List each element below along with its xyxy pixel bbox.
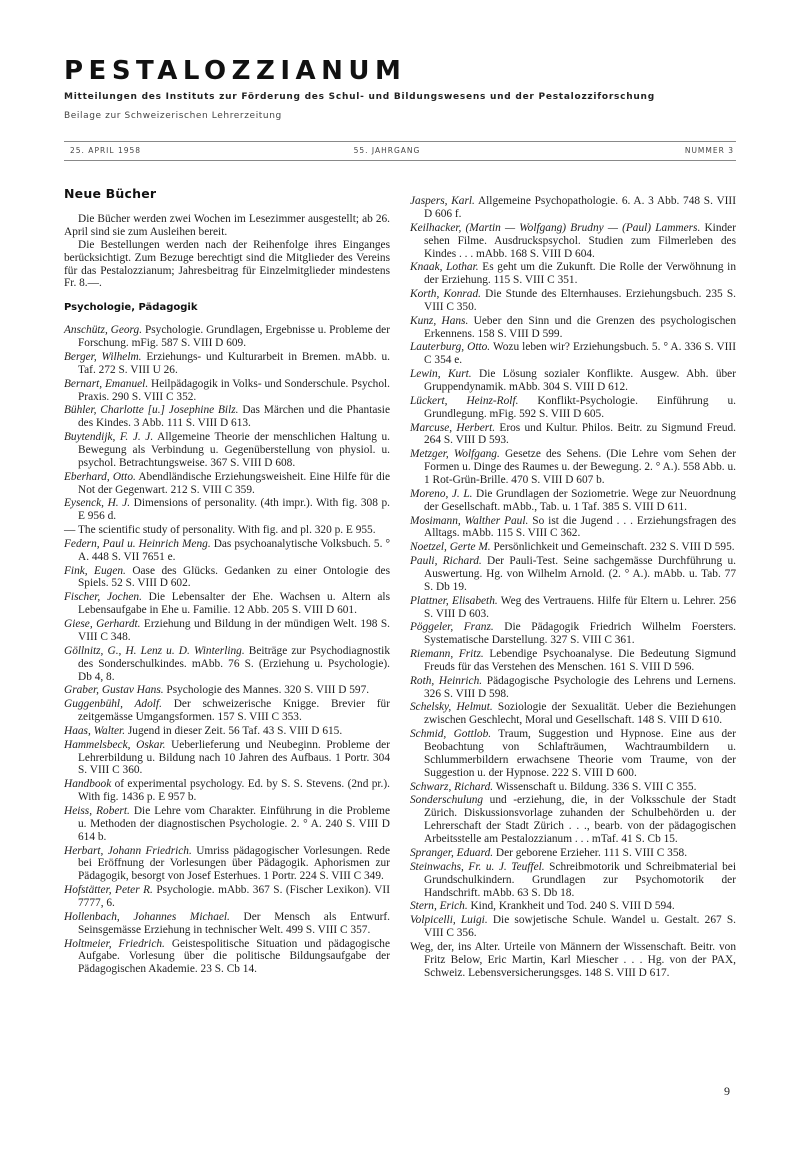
entry-details: Kind, Krankheit und Tod. 240 S. VIII D 594.: [467, 900, 675, 913]
entry-author: Giese, Gerhardt.: [64, 617, 141, 630]
entry-details: Psychologie. Grundlagen, Ergebnisse u. Probleme der Forschung. mFig. 587 S. VIII D 609.: [78, 324, 390, 350]
entry-details: Traum, Suggestion und Hypnose. Eine aus der Beobachtung von Schlafträumen, Wachtraumbildern u. Schlummerbildern erwachsene Theorie vom Traume, von der Suggestion u. der Hypnose. 222 S. VIII D 600.: [424, 728, 736, 779]
intro-paragraph: Die Bücher werden zwei Wochen im Lesezimmer ausgestellt; ab 26. April sind sie zum Ausleihen bereit.: [64, 212, 390, 238]
entry-details: Oase des Glücks. Gedanken zu einer Ontologie des Spiels. 52 S. VIII D 602.: [78, 564, 391, 590]
entry-details: Geistespolitische Situation und pädagogische Aufgabe. Vorlesung über die politische Bildungsaufgabe der Pädagogischen Akademie. 23 S. Cb 14.: [78, 937, 390, 976]
entry-details: Gesetze des Sehens. (Die Lehre vom Sehen der Formen u. Dinge des Raumes u. der Bewegung. 2. ° A.). 558 Abb. u. 1 Rot-Grün-Brille. 470 S. VIII D 607 b.: [424, 448, 736, 487]
entry-details: Psychologie. mAbb. 367 S. (Fischer Lexikon). VII 7777, 6.: [78, 884, 390, 910]
book-entry: [410, 315, 736, 341]
entry-author: Fink, Eugen.: [64, 564, 126, 577]
entry-details: Persönlichkeit und Gemeinschaft. 232 S. VIII D 595.: [490, 541, 735, 554]
book-entry: [64, 698, 390, 724]
book-entry: [410, 288, 736, 314]
entry-author: Mosimann, Walther Paul.: [410, 514, 529, 527]
book-entry: [410, 395, 736, 421]
book-entry: [64, 684, 390, 697]
book-entry: [410, 541, 736, 554]
book-entry: [64, 645, 390, 684]
entry-author: Schmid, Gottlob.: [410, 728, 492, 741]
entry-author: Pauli, Richard.: [410, 555, 482, 568]
entry-details: Wozu leben wir? Erziehungsbuch. 5. ° A. 336 S. VIII C 354 e.: [424, 341, 736, 367]
entry-author: Marcuse, Herbert.: [410, 421, 496, 434]
entry-list: [410, 195, 736, 980]
issue-number: NUMMER 3: [684, 146, 734, 155]
entry-details: Allgemeine Theorie der menschlichen Haltung u. Bewegung als Verbindung u. Gegenüberstellung von physiol. u. psychol. Betrachtungsweise. 367 S. VIII D 608.: [78, 431, 390, 469]
entry-author: Guggenbühl, Adolf.: [64, 698, 162, 711]
entry-author: Handbook: [64, 778, 112, 791]
top-divider: [64, 141, 736, 142]
entry-details: Der Pauli-Test. Seine sachgemässe Durchführung u. Auswertung. Hg. von Wilhelm Arnold. (2. ° A.). mAbb. u. Tab. 77 S. Db 19.: [424, 555, 736, 593]
book-entry: [410, 595, 736, 621]
book-entry: [64, 938, 390, 977]
book-entry: [64, 431, 390, 470]
entry-details: Der Mensch als Entwurf. Seinsgemässe Erziehung in technischer Welt. 499 S. VIII C 357.: [78, 910, 391, 936]
entry-author: Pöggeler, Franz.: [410, 621, 494, 634]
entry-details: Das Märchen und die Phantasie des Kindes. 3 Abb. 111 S. VIII D 613.: [78, 404, 390, 430]
book-entry: [410, 900, 736, 913]
entry-details: Die Pädagogik Friedrich Wilhelm Foersters. Systematische Darstellung. 327 S. VIII C 361.: [424, 621, 737, 647]
entry-details: Jugend in dieser Zeit. 56 Taf. 43 S. VIII D 615.: [125, 724, 343, 737]
entry-details: Eros und Kultur. Philos. Beitr. zu Sigmund Freud. 264 S. VIII D 593.: [424, 421, 736, 447]
entry-details: Die Stunde des Elternhauses. Erziehungsbuch. 235 S. VIII C 350.: [424, 288, 736, 313]
book-entry: [64, 725, 390, 738]
entry-author: Knaak, Lothar.: [410, 261, 479, 274]
book-entry: [410, 914, 736, 940]
book-entry: [410, 261, 736, 287]
book-entry: [64, 805, 390, 844]
entry-details: Die Lebensalter der Ehe. Wachsen u. Altern als Lebensaufgabe in Ehe u. Familie. 12 Abb. 205 S. VIII D 601.: [78, 591, 390, 617]
masthead: [64, 56, 736, 121]
entry-details: Der schweizerische Knigge. Brevier für zeitgemässe Umgangsformen. 157 S. VIII C 353.: [78, 698, 390, 723]
entry-author: Noetzel, Gerte M.: [410, 541, 491, 554]
book-entry: [64, 471, 390, 497]
entry-author: Eysenck, H. J.: [64, 497, 131, 510]
book-entry: [64, 538, 390, 564]
book-entry: [64, 404, 390, 430]
entry-author: Berger, Wilhelm.: [64, 350, 142, 363]
entry-details: Wissenschaft u. Bildung. 336 S. VIII C 355.: [493, 780, 697, 793]
entry-details: Die Lehre vom Charakter. Einführung in die Probleme u. Methoden der diagnostischen Psychologie. 2. ° A. 240 S. VIII D 614 b.: [78, 804, 390, 843]
book-entry: [410, 941, 736, 980]
entry-author: Anschütz, Georg.: [64, 324, 143, 337]
intro-paragraph: Die Bestellungen werden nach der Reihenfolge ihres Einganges berücksichtigt. Zum Bezuge berechtigt sind die Mitglieder des Vereins für das Pestalozzianum; Jahresbeitrag für Einzelmitglieder mindestens Fr. 8.—.: [64, 238, 390, 290]
journal-subtitle: Mitteilungen des Instituts zur Förderung des Schul- und Bildungswesens und der Pestalozziforschung: [64, 92, 655, 102]
entry-author: Spranger, Eduard.: [410, 847, 494, 859]
book-entry: [410, 861, 736, 900]
entry-author: Haas, Walter.: [64, 724, 126, 737]
book-entry: [410, 621, 736, 647]
entry-details: Ueberlieferung und Neubeginn. Probleme der Lehrerbildung u. Bildung nach 10 Jahren des Aufbaus. 1 Portr. 304 S. VIII C 360.: [78, 738, 390, 777]
book-entry: [64, 884, 390, 910]
entry-details: Dimensions of personality. (4th impr.). With fig. 308 p. E 956 d.: [78, 497, 390, 523]
entry-details: Ueber den Sinn und die Grenzen des psychologischen Erkennens. 158 S. VIII D 599.: [424, 314, 736, 340]
entry-details: Der geborene Erzieher. 111 S. VIII C 358.: [493, 847, 688, 859]
page-number: 9: [724, 1084, 730, 1098]
entry-author: Lewin, Kurt.: [410, 368, 472, 381]
book-entry: [64, 591, 390, 617]
entry-author: Metzger, Wolfgang.: [410, 448, 500, 461]
book-entry: [410, 488, 736, 514]
entry-details: Es geht um die Zukunft. Die Rolle der Verwöhnung in der Erziehung. 115 S. VIII C 351.: [424, 261, 737, 287]
book-entry: [410, 728, 736, 780]
entry-author: Graber, Gustav Hans.: [64, 684, 164, 697]
book-entry: [64, 351, 390, 377]
entry-details: Allgemeine Psychopathologie. 6. A. 3 Abb. 748 S. VIII D 606 f.: [424, 195, 736, 220]
entry-details: Beiträge zur Psychodiagnostik des Sonderschulkindes. mAbb. 76 S. (Erziehung u. Psychologie). Db 4, 8.: [78, 644, 390, 683]
entry-details: Soziologie der Sexualität. Ueber die Beziehungen zwischen Geschlecht, Moral und Gesellschaft. 148 S. VIII D 610.: [424, 701, 737, 727]
book-entry: [410, 341, 736, 367]
entry-details: Die sowjetische Schule. Wandel u. Gestalt. 267 S. VIII C 356.: [424, 914, 736, 940]
entry-details: Pädagogische Psychologie des Lehrens und Lernens. 326 S. VIII D 598.: [424, 674, 736, 700]
subsection-title: Psychologie, Pädagogik: [64, 302, 198, 314]
entry-author: Keilhacker, (Martin — Wolfgang) Brudny — (Paul) Lammers.: [410, 221, 701, 234]
entry-author: Roth, Heinrich.: [410, 674, 483, 687]
book-entry: [410, 781, 736, 794]
entry-author: Schwarz, Richard.: [410, 780, 494, 793]
entry-author: Plattner, Elisabeth.: [410, 594, 498, 607]
entry-author: Göllnitz, G., H. Lenz u. D. Winterling.: [64, 644, 245, 657]
entry-author: Schelsky, Helmut.: [410, 701, 493, 714]
entry-author: Sonderschulung: [410, 794, 484, 807]
book-entry: [64, 911, 390, 937]
entry-author: Jaspers, Karl.: [410, 195, 475, 207]
book-entry: [64, 778, 390, 804]
entry-details: Umriss pädagogischer Vorlesungen. Rede bei Eröffnung der Vorlesungen über Pädagogik. Aphorismen zur Pädagogik, besorgt von Josef Esterhues. 1 Portr. 224 S. VIII C 349.: [78, 844, 391, 883]
book-entry: [64, 845, 390, 884]
book-entry: [410, 422, 736, 448]
book-entry: [410, 794, 736, 846]
entry-author: Stern, Erich.: [410, 900, 468, 913]
entry-list: [64, 324, 390, 976]
book-entry: [410, 195, 736, 221]
left-column: [64, 188, 390, 977]
entry-details: Weg des Vertrauens. Hilfe für Eltern u. Lehrer. 256 S. VIII D 603.: [424, 594, 736, 620]
entry-details: Schreibmotorik und Schreibmaterial bei Grundschulkindern. Grundlagen zur Psychomotorik der Handschrift. mAbb. 63 S. Db 18.: [424, 860, 736, 899]
entry-author: Eberhard, Otto.: [64, 470, 136, 483]
book-entry: [64, 565, 390, 591]
entry-details: Heilpädagogik in Volks- und Sonderschule. Psychol. Praxis. 290 S. VIII C 352.: [78, 377, 390, 403]
book-entry: [410, 368, 736, 394]
entry-details: Kinder sehen Filme. Ausdruckspsychol. Studien zum Filmerleben des Kindes . . . mAbb. 168 S. VIII D 604.: [424, 221, 736, 260]
entry-details: — The scientific study of personality. With fig. and pl. 320 p. E 955.: [64, 524, 376, 537]
entry-details: Konflikt-Psychologie. Einführung u. Grundlegung. mFig. 592 S. VIII D 605.: [424, 394, 736, 420]
book-entry: [64, 378, 390, 404]
entry-author: Hofstätter, Peter R.: [64, 884, 153, 897]
book-entry: [410, 515, 736, 541]
entry-details: und -erziehung, die, in der Volksschule der Stadt Zürich. Diskussionsvorlage zuhanden der Schulbehörden u. der Lehrerschaft der Stadt Zürich . . ., bearb. von der pädagogischen Arbeitsstelle am Pestalozzianum . . . mTaf. 41 S. Cb 15.: [424, 794, 736, 846]
entry-author: Buytendijk, F. J. J.: [64, 431, 154, 444]
entry-author: Moreno, J. L.: [410, 487, 473, 500]
book-entry: [410, 448, 736, 487]
book-entry: [410, 847, 736, 860]
entry-author: Fischer, Jochen.: [64, 591, 142, 604]
book-entry: [64, 497, 390, 523]
entry-author: Bernart, Emanuel.: [64, 377, 149, 390]
book-entry: [64, 618, 390, 644]
entry-author: Federn, Paul u. Heinrich Meng.: [64, 537, 211, 550]
book-entry: [410, 675, 736, 701]
entry-author: Kunz, Hans.: [410, 314, 469, 327]
book-entry: [64, 324, 390, 350]
entry-details: So ist die Jugend . . . Erziehungsfragen des Alltags. mAbb. 115 S. VIII C 362.: [424, 514, 736, 540]
book-entry: [64, 524, 390, 537]
bottom-divider: [64, 160, 736, 161]
right-column: [410, 195, 736, 981]
entry-author: Hammelsbeck, Oskar.: [64, 738, 166, 751]
entry-details: Lebendige Psychoanalyse. Die Bedeutung Sigmund Freuds für das Verstehen des Menschen. 161 S. VIII D 596.: [424, 648, 736, 673]
entry-details: Erziehung und Bildung in der mündigen Welt. 198 S. VIII C 348.: [78, 617, 390, 643]
entry-author: Volpicelli, Luigi.: [410, 914, 488, 927]
section-title: Neue Bücher: [64, 186, 157, 201]
issue-volume: 55. JAHRGANG: [353, 146, 421, 155]
issue-line: [70, 146, 734, 156]
book-entry: [64, 739, 390, 778]
book-entry: [410, 222, 736, 261]
journal-title: PESTALOZZIANUM: [64, 56, 407, 86]
supplement-line: Beilage zur Schweizerischen Lehrerzeitung: [64, 111, 282, 121]
entry-author: Steinwachs, Fr. u. J. Teuffel.: [410, 860, 545, 873]
issue-date: 25. APRIL 1958: [70, 146, 142, 155]
entry-author: Herbart, Johann Friedrich.: [64, 844, 192, 857]
entry-details: Das psychoanalytische Volksbuch. 5. ° A. 448 S. VII 7651 e.: [78, 537, 390, 563]
entry-details: of experimental psychology. Ed. by S. S. Stevens. (2nd pr.). With fig. 1436 p. E 957 b.: [78, 778, 390, 804]
entry-details: Weg, der, ins Alter. Urteile von Männern der Wissenschaft. Beitr. von Fritz Below, Eric Martin, Karl Miescher . . . Hg. von der PAX, Schweiz. Lebensversicherungsges. 148 S. VIII D 617.: [410, 940, 736, 979]
entry-author: Korth, Konrad.: [410, 288, 481, 301]
entry-author: Holtmeier, Friedrich.: [64, 937, 165, 950]
entry-details: Die Grundlagen der Soziometrie. Wege zur Neuordnung der Gesellschaft. mAbb., Tab. u. 1 Taf. 385 S. VIII D 611.: [424, 487, 736, 513]
entry-author: Hollenbach, Johannes Michael.: [64, 910, 230, 923]
entry-author: Lauterburg, Otto.: [410, 341, 491, 354]
entry-details: Abendländische Erziehungsweisheit. Eine Hilfe für die Not der Gegenwart. 212 S. VIII C 359.: [78, 470, 390, 496]
entry-details: Psychologie des Mannes. 320 S. VIII D 597.: [163, 684, 370, 697]
entry-author: Riemann, Fritz.: [410, 648, 484, 661]
book-entry: [410, 701, 736, 727]
book-entry: [410, 648, 736, 674]
entry-author: Heiss, Robert.: [64, 804, 130, 817]
entry-details: Die Lösung sozialer Konflikte. Ausgew. Abh. über Gruppendynamik. mAbb. 304 S. VIII D 612.: [424, 368, 736, 394]
entry-author: Lückert, Heinz-Rolf.: [410, 394, 519, 407]
book-entry: [410, 555, 736, 594]
entry-author: Bühler, Charlotte [u.] Josephine Bilz.: [64, 404, 239, 417]
entry-details: Erziehungs- und Kulturarbeit in Bremen. mAbb. u. Taf. 272 S. VIII U 26.: [78, 350, 390, 376]
